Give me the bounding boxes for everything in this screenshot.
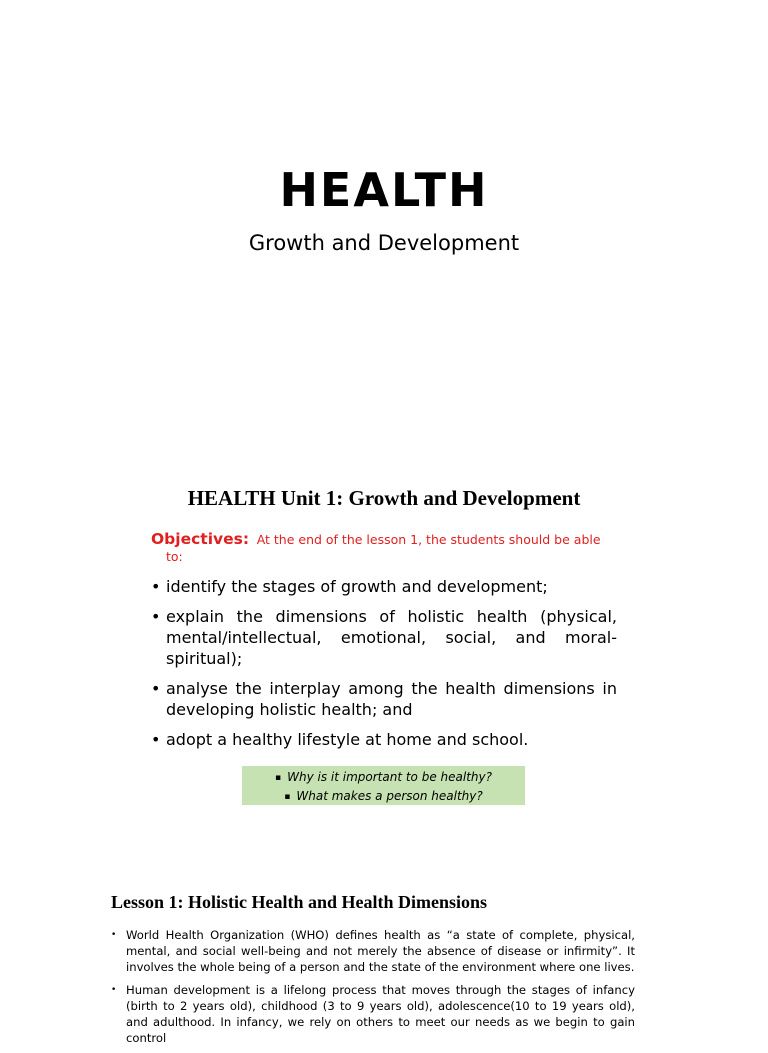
question-text: What makes a person healthy? [296,789,483,803]
objectives-list [151,576,617,759]
bullet-icon: • [111,985,117,995]
page-title: HEALTH [279,163,489,217]
list-item [111,982,635,1046]
bullet-icon: • [151,577,161,596]
square-bullet-icon: ▪ [284,792,291,802]
question-row [242,768,525,787]
objective-text: adopt a healthy lifestyle at home and school. [166,730,529,749]
objectives-block [151,531,617,565]
list-item [151,678,617,720]
objective-text: explain the dimensions of holistic health (physical, mental/intellectual, emotional, social, and moral-spiritual); [166,607,617,668]
objective-text: identify the stages of growth and development; [166,577,548,596]
paragraph-text: World Health Organization (WHO) defines health as “a state of complete, physical, mental, and social well-being and not merely the absence of disease or infirmity”. It involves the whole being of a person and the state of the environment where one lives. [126,928,635,974]
paragraph-text: Human development is a lifelong process that moves through the stages of infancy (birth to 2 years old), childhood (3 to 9 years old), adolescence(10 to 19 years old), and adulthood. In infancy, we rely on others to meet our needs as we begin to gain control [126,983,635,1045]
list-item [151,606,617,669]
unit-title: HEALTH Unit 1: Growth and Development [187,486,581,510]
objectives-label: Objectives: [151,530,250,548]
square-bullet-icon: ▪ [275,773,282,783]
lesson-paragraph-list [111,927,635,1053]
question-text: Why is it important to be healthy? [287,770,492,784]
objective-text: analyse the interplay among the health dimensions in developing holistic health; and [166,679,617,719]
objectives-intro-continued: to: [166,549,183,564]
guiding-questions-box [242,766,525,805]
bullet-icon: • [151,679,161,698]
page-subtitle: Growth and Development [248,231,520,255]
bullet-icon: • [151,730,161,749]
bullet-icon: • [151,607,161,626]
objectives-intro: At the end of the lesson 1, the students should be able [256,532,601,547]
list-item [111,927,635,975]
bullet-icon: • [111,930,117,940]
list-item [151,729,617,750]
list-item [151,576,617,597]
question-row [242,787,525,806]
lesson-title: Lesson 1: Holistic Health and Health Dimensions [111,892,488,912]
